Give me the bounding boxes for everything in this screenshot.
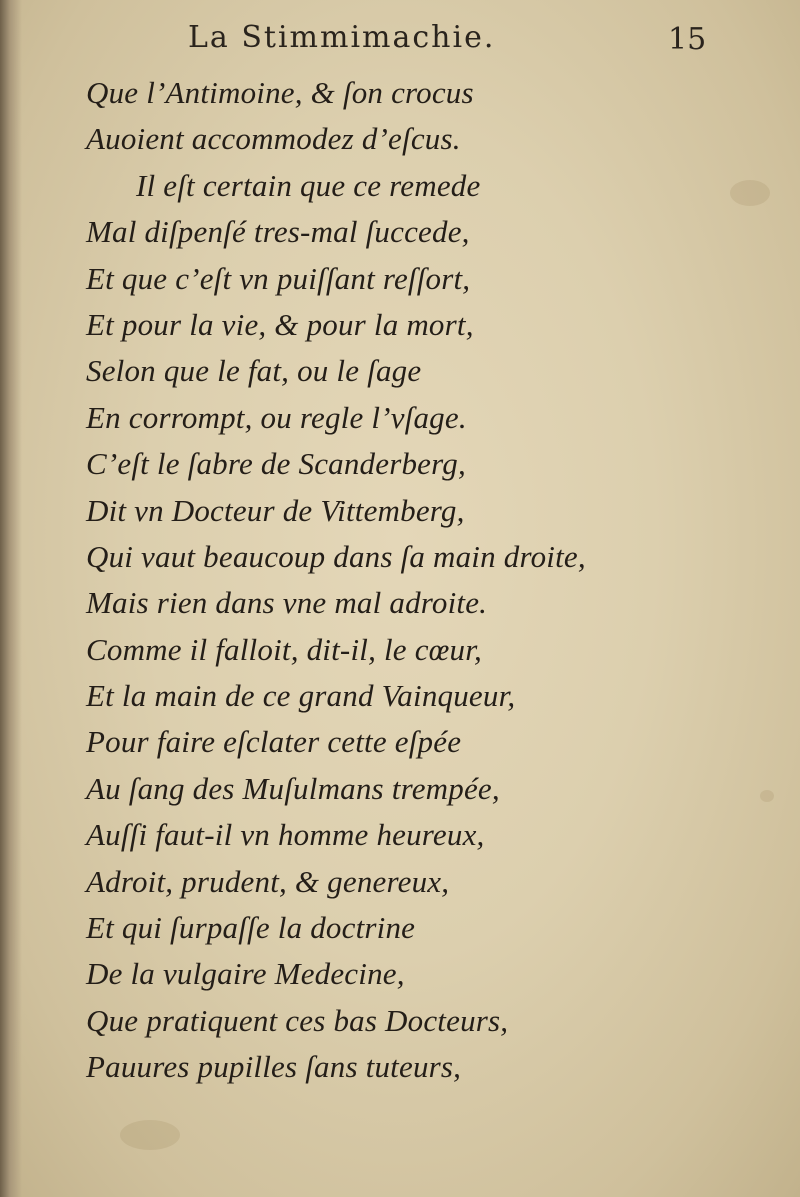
verse-line: Dit vn Docteur de Vittemberg,	[86, 492, 465, 528]
verse-line: En corrompt, ou regle l’vſage.	[86, 399, 467, 435]
verse-line: Comme il falloit, dit-il, le cœur,	[86, 631, 483, 667]
verse-line: Mais rien dans vne mal adroite.	[86, 585, 488, 621]
verse-line: Et que c’eſt vn puiſſant reſſort,	[86, 260, 471, 296]
verse-line: Pauures pupilles ſans tuteurs,	[86, 1049, 462, 1085]
poem-text	[86, 70, 586, 1091]
paper-stain	[120, 1120, 180, 1150]
verse-line: Que pratiquent ces bas Docteurs,	[86, 1002, 509, 1038]
verse-line: C’eſt le ſabre de Scanderberg,	[86, 446, 466, 482]
verse-line: Que l’Antimoine, & ſon crocus	[86, 75, 474, 110]
verse-line: Selon que le fat, ou le ſage	[86, 353, 422, 389]
verse-line: Adroit, prudent, & genereux,	[86, 863, 450, 899]
verse-line: Il eſt certain que ce remede	[136, 167, 481, 203]
verse-line: Qui vaut beaucoup dans ſa main droite,	[86, 538, 586, 574]
verse-line: Et qui ſurpaſſe la doctrine	[86, 910, 416, 946]
verse-line: Pour faire eſclater cette eſpée	[86, 724, 462, 760]
verse-line: Au ſang des Muſulmans trempée,	[86, 770, 500, 806]
verse-line: Auſſi faut-il vn homme heureux,	[86, 817, 485, 853]
verse-line: De la vulgaire Medecine,	[86, 956, 405, 992]
running-head: La Stimmimachie.	[188, 20, 496, 55]
verse-line: Mal diſpenſé tres-mal ſuccede,	[86, 214, 470, 250]
page-number: 15	[668, 22, 707, 57]
paper-stain	[760, 790, 774, 802]
verse-line: Et pour la vie, & pour la mort,	[86, 306, 474, 342]
verse-line: Et la main de ce grand Vainqueur,	[86, 678, 516, 714]
verse-line: Auoient accommodez d’eſcus.	[86, 121, 461, 157]
spine-shadow	[0, 0, 22, 1197]
paper-stain	[730, 180, 770, 206]
